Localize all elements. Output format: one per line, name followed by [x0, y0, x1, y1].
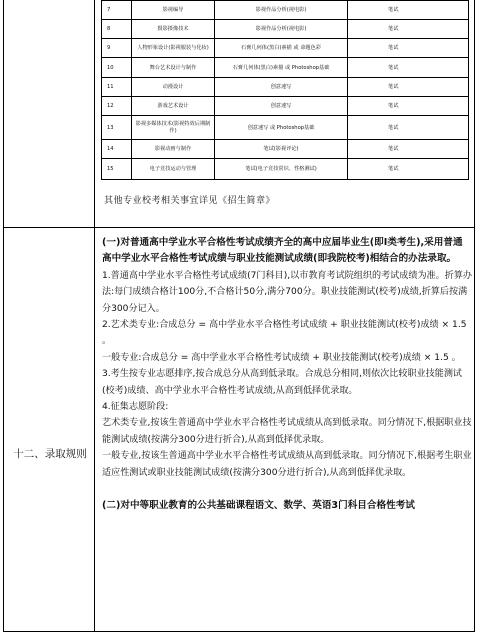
- table-cell-mode: 笔试: [348, 159, 469, 180]
- rule-paragraph: 4.征集志愿阶段:: [102, 402, 169, 413]
- table-cell-no: 8: [102, 20, 132, 39]
- rule-heading-1: (一)对普通高中学业水平合格性考试成绩齐全的高中应届毕业生(即Ⅰ类考生),采用普通高中学业水平合格性考试成绩与职业技能测试成绩(即我院校考)相结合的办法录取。: [102, 237, 463, 265]
- table-cell-mode: 笔试: [348, 20, 469, 39]
- rule-paragraph: 2.艺术类专业:合成总分 = 高中学业水平合格性考试成绩 + 职业技能测试(校考)成绩 × 1.5 。: [102, 320, 467, 347]
- table-cell-major: 影视编导: [132, 1, 215, 20]
- rule-paragraph: 一般专业:合成总分 = 高中学业水平合格性考试成绩 + 职业技能测试(校考)成绩 × 1.5 。: [102, 352, 461, 363]
- table-row: [102, 140, 469, 159]
- table-row: [102, 78, 469, 97]
- table-cell-mode: 笔试: [348, 78, 469, 97]
- rule-paragraph: 3.考生按专业志愿排序,按合成总分从高到低录取。合成总分相同,则依次比较职业技能测试(校考)成绩、高中学业水平合格性考试成绩,从高到低择优录取。: [102, 369, 463, 396]
- table-cell-content: 笔试(影视评论): [215, 140, 348, 159]
- table-cell-no: 10: [102, 58, 132, 78]
- table-cell-major: 电子竞技运动与管理: [132, 159, 215, 180]
- table-cell-mode: 笔试: [348, 97, 469, 116]
- exam-subject-table: [101, 0, 469, 180]
- table-row: [102, 20, 469, 39]
- table-row: [102, 116, 469, 140]
- rule-paragraph: 一般专业,按该生普通高中学业水平合格性考试成绩从高到低录取。同分情况下,根据考生职业适应性测试或职业技能测试成绩(按满分300分进行折合),从高到低择优录取。: [102, 451, 472, 478]
- table-cell-major: 舞台艺术设计与制作: [132, 58, 215, 78]
- table-cell-content: 石膏几何体(黑白)素描 或 Photoshop基础: [215, 58, 348, 78]
- table-row: [102, 1, 469, 20]
- table-row: [102, 159, 469, 180]
- rule-paragraph: 艺术类专业,按该生普通高中学业水平合格性考试成绩从高到低录取。同分情况下,根据职业技能测试成绩(按满分300分进行折合),从高到低择优录取。: [102, 418, 472, 445]
- table-row: [102, 97, 469, 116]
- table-cell-content: 石膏几何体(黑白)素描 或 命题色彩: [215, 39, 348, 58]
- brochure-note: 其他专业校考相关事宜详见《招生简章》: [104, 196, 276, 206]
- column-divider: [94, 0, 95, 632]
- table-cell-no: 11: [102, 78, 132, 97]
- rule-heading-2: (二)对中等职业教育的公共基础课程语文、数学、英语3门科目合格性考试: [102, 500, 415, 512]
- table-cell-content: 创意速写: [215, 78, 348, 97]
- table-cell-mode: 笔试: [348, 39, 469, 58]
- rule-paragraph: 1.普通高中学业水平合格性考试成绩(7门科目),以市教育考试院组织的考试成绩为准。折算办法:每门成绩合格计100分,不合格计50分,满分700分。职业技能测试(校考)成绩,折算后按满分300分记入。: [102, 270, 473, 314]
- table-cell-no: 7: [102, 1, 132, 20]
- table-cell-major: 影视动画与制作: [132, 140, 215, 159]
- table-row: [102, 58, 469, 78]
- table-cell-no: 14: [102, 140, 132, 159]
- table-row: [102, 39, 469, 58]
- table-cell-major: 影视多媒体技术(影视特效后期制作): [132, 116, 215, 140]
- table-cell-content: 创意速写: [215, 97, 348, 116]
- table-cell-no: 12: [102, 97, 132, 116]
- table-cell-major: 游戏艺术设计: [132, 97, 215, 116]
- table-cell-mode: 笔试: [348, 140, 469, 159]
- table-cell-content: 影视作品分析(视电影): [215, 20, 348, 39]
- table-cell-major: 人物形象设计(影视服装与化妆): [132, 39, 215, 58]
- table-cell-mode: 笔试: [348, 58, 469, 78]
- table-cell-mode: 笔试: [348, 116, 469, 140]
- table-cell-content: 笔试(电子竞技常识、性格测试): [215, 159, 348, 180]
- table-cell-major: 动漫设计: [132, 78, 215, 97]
- table-cell-mode: 笔试: [348, 1, 469, 20]
- table-cell-no: 13: [102, 116, 132, 140]
- table-cell-major: 摄影摄像技术: [132, 20, 215, 39]
- section-label-admission-rules: 十二、录取规则: [13, 448, 87, 460]
- table-cell-no: 15: [102, 159, 132, 180]
- admission-rules-content: [102, 235, 472, 515]
- row-divider: [3, 227, 475, 228]
- table-cell-no: 9: [102, 39, 132, 58]
- table-cell-content: 创意速写 或 Photoshop基础: [215, 116, 348, 140]
- table-cell-content: 影视作品分析(视电影): [215, 1, 348, 20]
